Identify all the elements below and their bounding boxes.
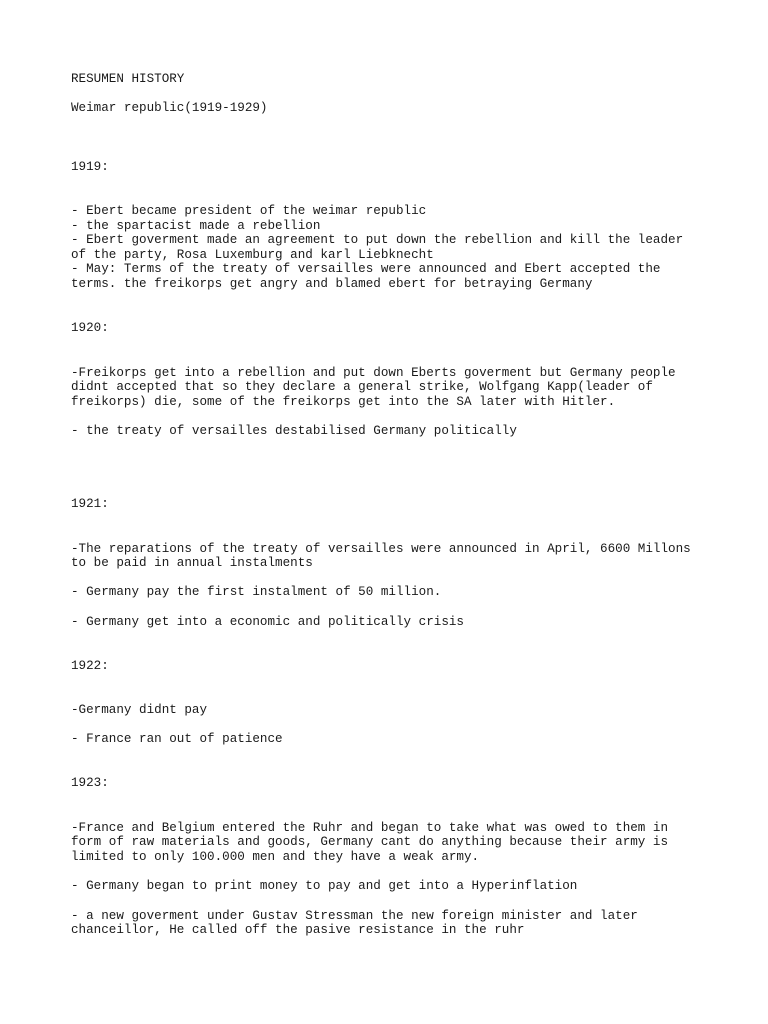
text-line: - Germany began to print money to pay and get into a Hyperinflation (71, 879, 578, 893)
text-line: didnt accepted that so they declare a general strike, Wolfgang Kapp(leader of (71, 380, 653, 394)
text-line: to be paid in annual instalments (71, 556, 313, 570)
year-heading-1922: 1922: (71, 659, 109, 673)
text-line: -France and Belgium entered the Ruhr and began to take what was owed to them in (71, 821, 669, 835)
text-line: freikorps) die, some of the freikorps get into the SA later with Hitler. (71, 395, 616, 409)
year-heading-1923: 1923: (71, 776, 109, 790)
text-line: -The reparations of the treaty of versailles were announced in April, 6600 Millons (71, 542, 691, 556)
text-line: - Ebert became president of the weimar republic (71, 204, 427, 218)
text-line: - the spartacist made a rebellion (71, 219, 321, 233)
text-line: - Ebert goverment made an agreement to put down the rebellion and kill the leader (71, 233, 684, 247)
document-title: RESUMEN HISTORY (71, 72, 185, 86)
text-line: - May: Terms of the treaty of versailles were announced and Ebert accepted the (71, 262, 661, 276)
text-line: -Germany didnt pay (71, 703, 208, 717)
year-heading-1921: 1921: (71, 497, 109, 511)
text-line: limited to only 100.000 men and they have a weak army. (71, 850, 480, 864)
text-line: -Freikorps get into a rebellion and put down Eberts goverment but Germany people (71, 366, 676, 380)
text-line: - Germany pay the first instalment of 50 million. (71, 585, 442, 599)
text-line: form of raw materials and goods, Germany cant do anything because their army is (71, 835, 669, 849)
year-heading-1920: 1920: (71, 321, 109, 335)
text-line: chanceillor, He called off the pasive resistance in the ruhr (71, 923, 525, 937)
text-line: - the treaty of versailles destabilised Germany politically (71, 424, 517, 438)
year-heading-1919: 1919: (71, 160, 109, 174)
text-line: - Germany get into a economic and politically crisis (71, 615, 464, 629)
text-line: terms. the freikorps get angry and blamed ebert for betraying Germany (71, 277, 593, 291)
text-line: - a new goverment under Gustav Stressman the new foreign minister and later (71, 909, 638, 923)
text-line: - France ran out of patience (71, 732, 283, 746)
document-subtitle: Weimar republic(1919-1929) (71, 101, 268, 115)
text-line: of the party, Rosa Luxemburg and karl Liebknecht (71, 248, 434, 262)
